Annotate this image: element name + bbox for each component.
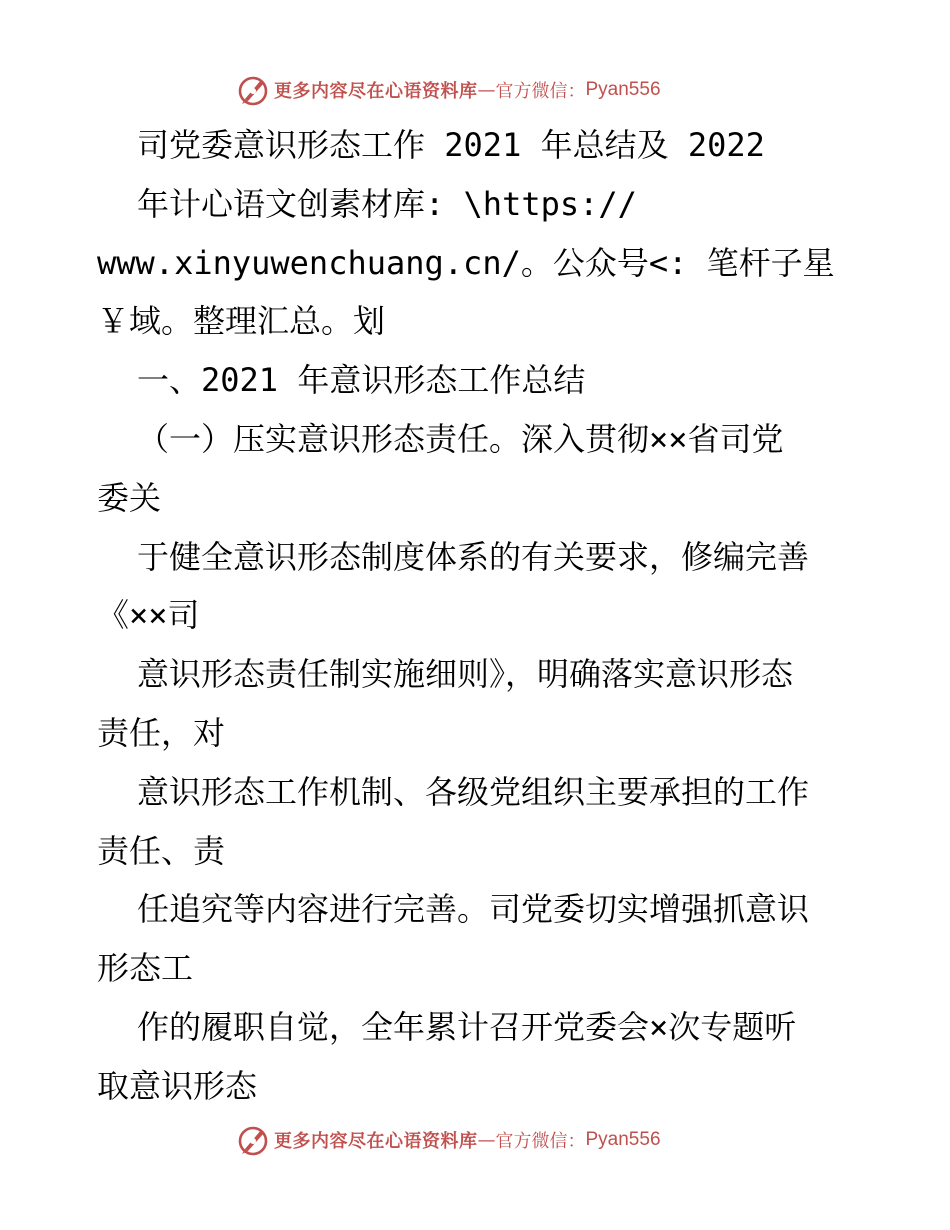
body-line: 司党委意识形态工作 2021 年总结及 2022 — [137, 126, 765, 164]
body-line: 一、2021 年意识形态工作总结 — [137, 361, 586, 400]
banner-official-label: 官方微信： — [495, 81, 586, 102]
banner-dash: — — [477, 79, 496, 101]
body-line: 意识形态责任制实施细则》，明确落实意识形态 — [137, 655, 794, 694]
banner-main-text: 更多内容尽在心语资料库 — [274, 81, 478, 102]
quill-logo-icon — [236, 1123, 270, 1157]
body-line: 于健全意识形态制度体系的有关要求，修编完善 — [137, 537, 810, 576]
banner-official-label: 官方微信： — [495, 1131, 586, 1152]
body-line: 责任，对 — [97, 713, 226, 752]
body-line: 形态工 — [97, 949, 194, 988]
body-line: 委关 — [97, 478, 162, 517]
banner-wechat-id: Pyan556 — [585, 1129, 661, 1150]
body-line: 《××司 — [97, 596, 200, 635]
banner-wechat-id: Pyan556 — [585, 79, 661, 100]
body-line: 作的履职自觉，全年累计召开党委会×次专题听 — [137, 1007, 797, 1046]
body-line: （一）压实意识形态责任。深入贯彻××省司党 — [137, 419, 784, 458]
banner-main-text: 更多内容尽在心语资料库 — [274, 1131, 478, 1152]
quill-logo-icon — [236, 73, 270, 107]
document-body — [97, 116, 877, 1116]
body-line: 年计心语文创素材库: \https:// — [137, 184, 637, 223]
body-line: www.xinyuwenchuang.cn/。公众号<: 笔杆子星 — [97, 243, 835, 282]
body-line: ￥域。整理汇总。划 — [97, 302, 386, 341]
body-line: 责任、责 — [97, 831, 226, 870]
header-banner — [236, 70, 661, 110]
body-line: 取意识形态 — [97, 1066, 258, 1105]
body-line: 任追究等内容进行完善。司党委切实增强抓意识 — [137, 890, 810, 929]
banner-dash: — — [477, 1129, 496, 1151]
footer-banner — [236, 1120, 661, 1160]
body-line: 意识形态工作机制、各级党组织主要承担的工作 — [137, 772, 810, 811]
